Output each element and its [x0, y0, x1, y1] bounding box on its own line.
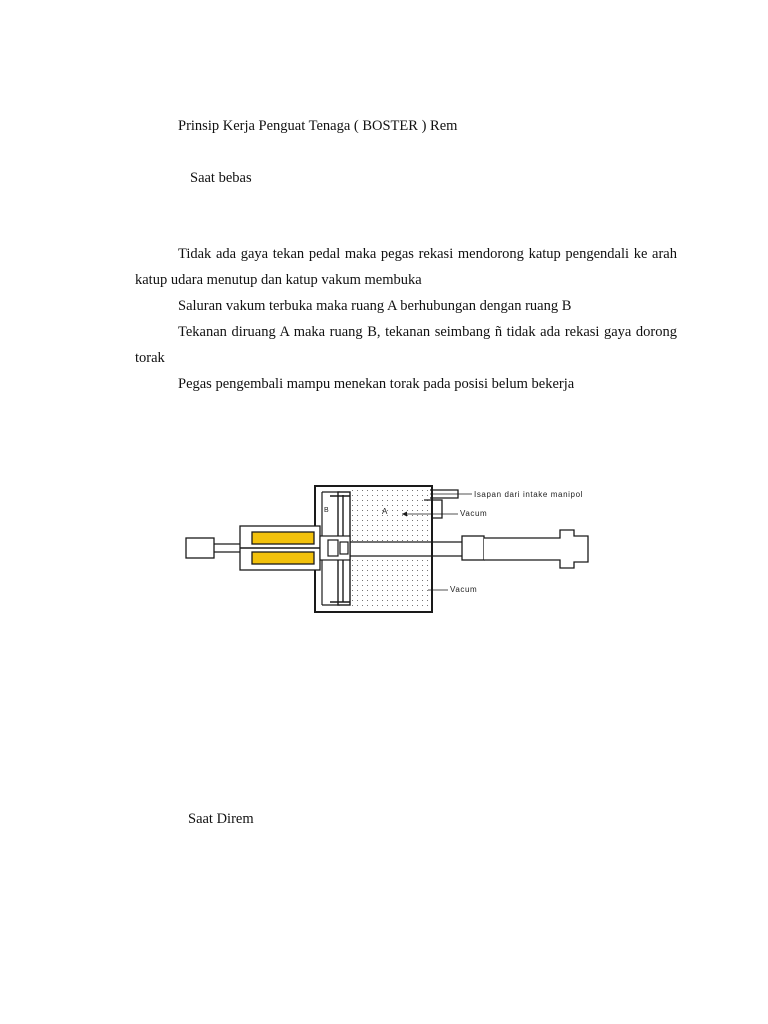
valve-seat [320, 536, 350, 560]
label-intake-manifold: Isapan dari intake manipol [474, 490, 583, 499]
paragraph-2-text: Saluran vakum terbuka maka ruang A berhubungan dengan ruang B [178, 298, 572, 314]
label-chamber-a: A [382, 507, 388, 516]
label-vacum-top: Vacum [460, 509, 488, 518]
paragraph-1-text: Tidak ada gaya tekan pedal maka pegas rekasi mendorong katup pengendali ke arah katup udara menutup dan katup vakum membuka [135, 246, 677, 288]
paragraph-4-text: Pegas pengembali mampu menekan torak pada posisi belum bekerja [178, 376, 575, 392]
label-vacum-bottom: Vacum [450, 585, 478, 594]
paragraph-3 [135, 319, 677, 371]
section-heading-saat-bebas: Saat bebas [190, 170, 252, 186]
brake-booster-diagram [180, 478, 612, 618]
chamber-vacuum-shading [350, 556, 430, 609]
label-chamber-b: B [324, 507, 330, 514]
page-title: Prinsip Kerja Penguat Tenaga ( BOSTER ) Rem [178, 118, 458, 134]
section-heading-saat-direm: Saat Direm [188, 811, 254, 827]
paragraph-2 [135, 293, 677, 319]
paragraph-1 [135, 241, 677, 293]
paragraph-4 [135, 371, 677, 397]
pedal-push-rod [186, 538, 240, 558]
paragraph-3-text: Tekanan diruang A maka ruang B, tekanan seimbang ñ tidak ada rekasi gaya dorong torak [135, 324, 677, 366]
chamber-a-shading [350, 490, 430, 542]
